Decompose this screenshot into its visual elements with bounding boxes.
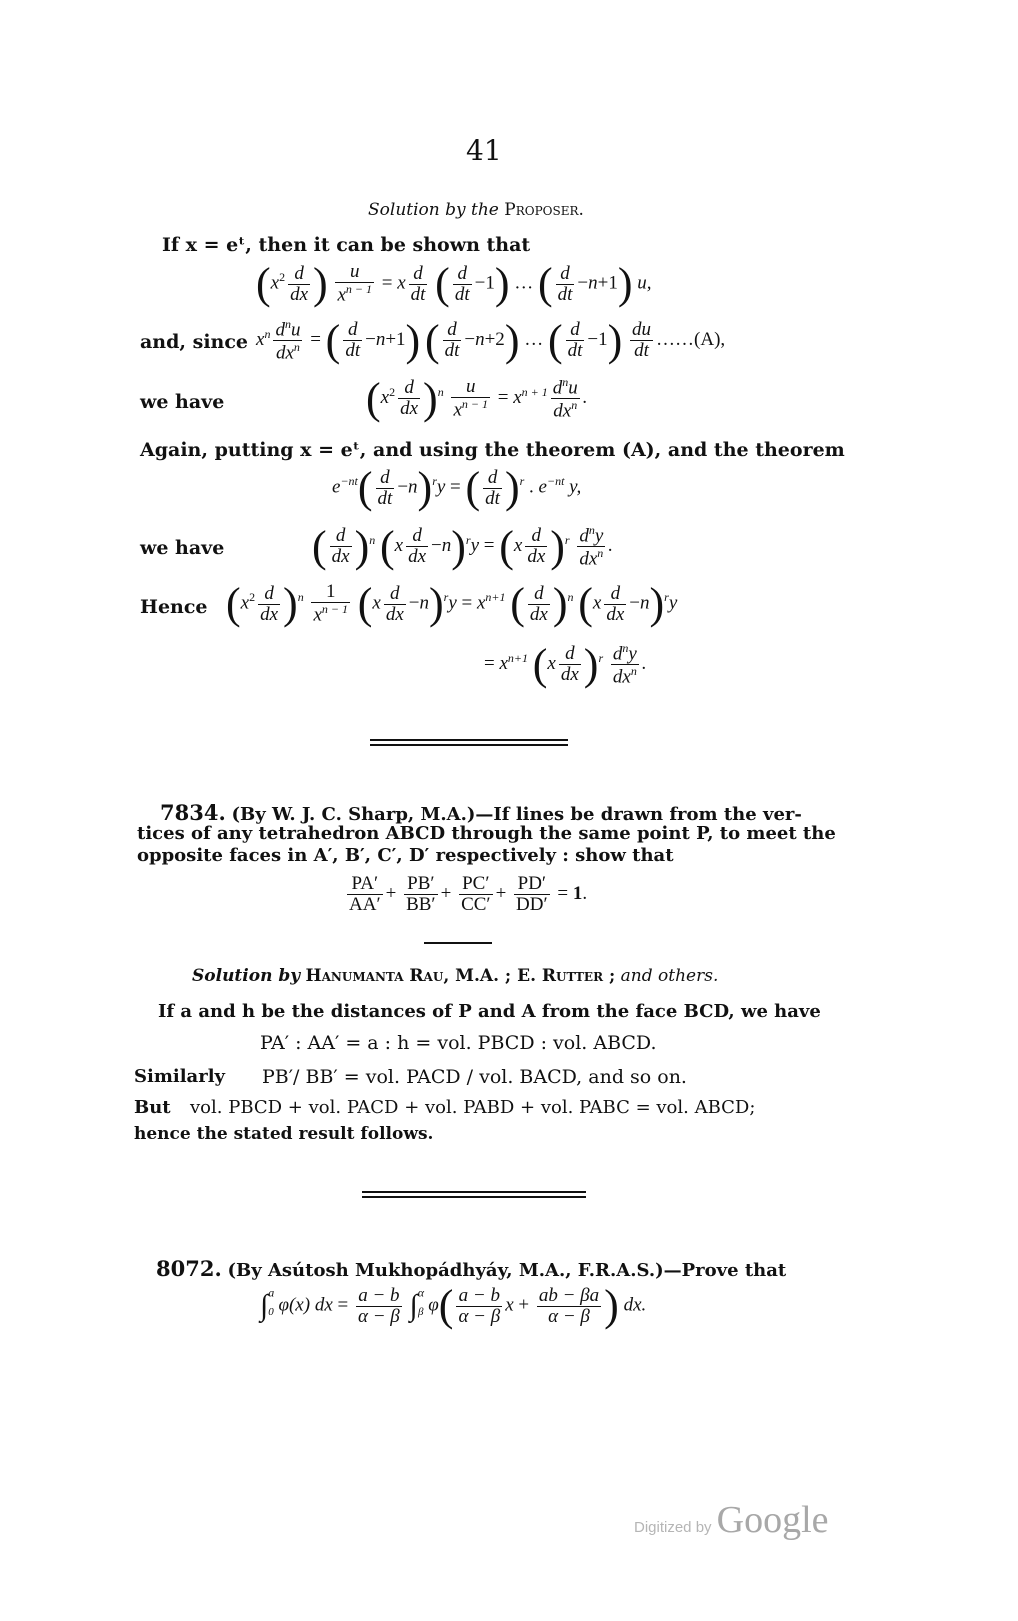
problem-number: 8072. [156, 1256, 222, 1281]
problem-8072-equation: ∫$^a_0$ φ(x) dx = $\frac{a - b}{\alpha - \beta}$ ∫$^\alpha_\beta$ φ( $\frac{a - b}{\alpha - \beta}$ x + $\frac{ab - \beta a}{\alpha - \beta}$ ) dx. [260, 1281, 647, 1330]
problem-7834-line2: tices of any tetrahedron ABCD through the same point P, to meet the [137, 823, 836, 844]
digitized-watermark [634, 1498, 829, 1542]
solution-heading-name: Proposer. [504, 200, 584, 220]
problem-8072 [156, 1256, 786, 1281]
equation-4: $e^{-nt}$( $\frac{d}{dt}$ −n)$^r$y = ( $\frac{d}{dt}$ )$^r$ . $e^{-nt}$ y, [332, 463, 582, 512]
section-divider [370, 744, 568, 746]
equation-2: $x^n$ $\frac{d^nu}{dx^n}$ = ( $\frac{d}{dt}$ −n+1) ( $\frac{d}{dt}$ −n+2) … ( $\frac{d}{dt}$ −1) $\frac{du}{dt}$ ……(A), [256, 315, 726, 365]
solution2-line4: vol. PBCD + vol. PACD + vol. PABD + vol. PABC = vol. ABCD; [190, 1097, 756, 1118]
equation-5: ( $\frac{d}{dx}$ )$^n$ (x $\frac{d}{dx}$ −n)$^r$y = (x $\frac{d}{dx}$ )$^r$ $\frac{d^ny}{dx^n}$ . [312, 521, 614, 571]
solution2-but-label: But [134, 1097, 171, 1118]
eq2-label: and, since [140, 331, 249, 353]
solution2-line3: PB′/ BB′ = vol. PACD / vol. BACD, and so on. [262, 1066, 687, 1088]
solution-heading [368, 200, 584, 220]
problem-statement: (By Asútosh Mukhopádhyáy, M.A., F.R.A.S.)—Prove that [227, 1260, 787, 1281]
short-divider [424, 942, 492, 944]
solution2-heading [192, 966, 718, 986]
equation-1: ($x^2$ $\frac{d}{dx}$ ) $\frac{u}{x^{n - 1}}$ = x $\frac{d}{dt}$ ( $\frac{d}{dt}$ −1) … ( $\frac{d}{dt}$ −n+1) u, [256, 259, 652, 308]
problem-7834-line3: opposite faces in A′, B′, C′, D′ respectively : show that [137, 845, 674, 866]
solution2-heading-italic: Solution by [192, 966, 301, 986]
section-divider [362, 1196, 586, 1198]
solution2-line2: PA′ : AA′ = a : h = vol. PBCD : vol. ABCD. [260, 1032, 657, 1054]
eq3-label: we have [140, 391, 225, 413]
problem-statement: (By W. J. C. Sharp, M.A.)—If lines be drawn from the ver- [231, 804, 802, 825]
solution-heading-italic: Solution by the [368, 200, 499, 220]
section-divider [362, 1191, 586, 1193]
page-number: 41 [466, 134, 502, 167]
solution2-line5: hence the stated result follows. [134, 1124, 434, 1144]
solution2-heading-names: Hanumanta Rau, M.A. ; E. Rutter ; [305, 966, 616, 986]
watermark-prefix: Digitized by [634, 1519, 712, 1536]
solution2-similarly-label: Similarly [134, 1066, 226, 1087]
eq5-label: we have [140, 537, 225, 559]
eq6-label: Hence [140, 596, 208, 618]
problem-number: 7834. [160, 800, 226, 825]
section-divider [370, 739, 568, 741]
solution1-line2: Again, putting x = eᵗ, and using the theorem (A), and the theorem [140, 439, 845, 461]
equation-7: = $x^{n+1}$ (x $\frac{d}{dx}$ )$^r$ $\frac{d^ny}{dx^n}$ . [484, 639, 647, 689]
problem-7834 [160, 800, 802, 825]
problem-7834-equation: $\frac{PA'}{AA'}$ + $\frac{PB'}{BB'}$ + $\frac{PC'}{CC'}$ + $\frac{PD'}{DD'}$ = 1. [349, 873, 588, 915]
google-logo: Google [716, 1499, 829, 1541]
solution1-line1: If x = eᵗ, then it can be shown that [162, 234, 531, 256]
equation-6: ($x^2$ $\frac{d}{dx}$ )$^n$ $\frac{1}{x^{n - 1}}$ (x $\frac{d}{dx}$ $-n)^ry = x^{n+1}$ ( $\frac{d}{dx}$ )$^n$ (x $\frac{d}{dx}$ −n)$^r$y [226, 579, 678, 628]
solution2-heading-tail: and others. [620, 966, 719, 986]
solution2-line1: If a and h be the distances of P and A from the face BCD, we have [158, 1001, 821, 1022]
equation-3: ($x^2$ $\frac{d}{dx}$ )$^n$ $\frac{u}{x^{n - 1}}$ = $x^{n + 1}$ $\frac{d^nu}{dx^n}$ . [366, 373, 588, 423]
